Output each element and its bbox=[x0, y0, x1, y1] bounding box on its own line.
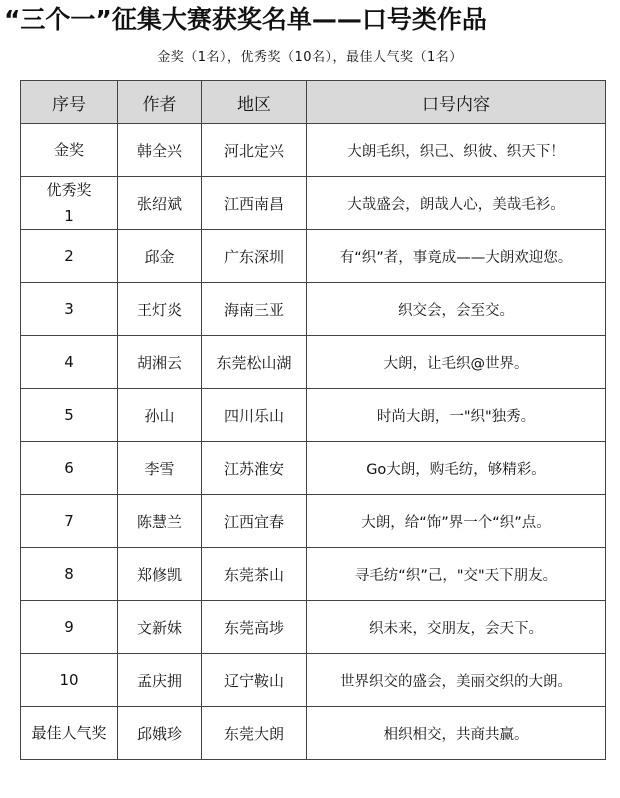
table-row bbox=[21, 124, 606, 177]
slogan-cell: 大朗，给“饰”界一个“织”点。 bbox=[307, 495, 606, 548]
slogan-cell: 有“织”者，事竟成——大朗欢迎您。 bbox=[307, 230, 606, 283]
header-author: 作者 bbox=[118, 81, 202, 124]
author-cell: 韩全兴 bbox=[118, 124, 202, 177]
table-row bbox=[21, 230, 606, 283]
table-row bbox=[21, 442, 606, 495]
author-cell: 郑修凯 bbox=[118, 548, 202, 601]
rank-number: 1 bbox=[64, 207, 74, 225]
author-cell: 王灯炎 bbox=[118, 283, 202, 336]
table-row bbox=[21, 654, 606, 707]
region-cell: 东莞高埗 bbox=[202, 601, 307, 654]
table-row bbox=[21, 601, 606, 654]
rank-cell bbox=[21, 601, 118, 654]
author-cell: 文新妹 bbox=[118, 601, 202, 654]
rank-cell bbox=[21, 336, 118, 389]
rank-label: 4 bbox=[64, 353, 74, 371]
author-cell: 孙山 bbox=[118, 389, 202, 442]
rank-cell bbox=[21, 654, 118, 707]
rank-label: 3 bbox=[64, 300, 74, 318]
rank-cell bbox=[21, 389, 118, 442]
slogan-cell: 寻毛纺“织”己，"交"天下朋友。 bbox=[307, 548, 606, 601]
region-cell: 江西宜春 bbox=[202, 495, 307, 548]
rank-cell bbox=[21, 548, 118, 601]
rank-label: 最佳人气奖 bbox=[31, 724, 107, 742]
region-cell: 辽宁鞍山 bbox=[202, 654, 307, 707]
header-slogan: 口号内容 bbox=[307, 81, 606, 124]
rank-cell bbox=[21, 230, 118, 283]
rank-label: 10 bbox=[59, 671, 79, 689]
region-cell: 江苏淮安 bbox=[202, 442, 307, 495]
page-title: “三个一”征集大赛获奖名单——口号类作品 bbox=[4, 5, 487, 34]
slogan-cell: 织未来，交朋友，会天下。 bbox=[307, 601, 606, 654]
rank-label: 9 bbox=[64, 618, 74, 636]
header-rank: 序号 bbox=[21, 81, 118, 124]
author-cell: 胡湘云 bbox=[118, 336, 202, 389]
rank-cell bbox=[21, 707, 118, 760]
region-cell: 四川乐山 bbox=[202, 389, 307, 442]
table-row bbox=[21, 548, 606, 601]
author-cell: 孟庆拥 bbox=[118, 654, 202, 707]
slogan-cell: 大朗毛织，织己、织彼、织天下！ bbox=[307, 124, 606, 177]
slogan-cell: 大哉盛会，朗哉人心，美哉毛衫。 bbox=[307, 177, 606, 230]
region-cell: 广东深圳 bbox=[202, 230, 307, 283]
rank-cell bbox=[21, 442, 118, 495]
rank-label: 优秀奖 bbox=[46, 181, 92, 199]
table-row bbox=[21, 336, 606, 389]
rank-cell bbox=[21, 283, 118, 336]
rank-label: 5 bbox=[64, 406, 74, 424]
slogan-cell: 时尚大朗，一"织"独秀。 bbox=[307, 389, 606, 442]
table-header-row bbox=[21, 81, 606, 124]
rank-cell bbox=[21, 177, 118, 230]
rank-cell bbox=[21, 495, 118, 548]
rank-label: 8 bbox=[64, 565, 74, 583]
region-cell: 海南三亚 bbox=[202, 283, 307, 336]
slogan-cell: 织交会，会至交。 bbox=[307, 283, 606, 336]
rank-label: 金奖 bbox=[53, 141, 84, 159]
winners-table bbox=[20, 80, 606, 760]
rank-cell bbox=[21, 124, 118, 177]
table-row bbox=[21, 389, 606, 442]
region-cell: 东莞茶山 bbox=[202, 548, 307, 601]
rank-label: 2 bbox=[64, 247, 74, 265]
table-row bbox=[21, 283, 606, 336]
author-cell: 李雪 bbox=[118, 442, 202, 495]
rank-label: 7 bbox=[64, 512, 74, 530]
header-region: 地区 bbox=[202, 81, 307, 124]
author-cell: 陈慧兰 bbox=[118, 495, 202, 548]
slogan-cell: 相织相交，共商共赢。 bbox=[307, 707, 606, 760]
region-cell: 东莞松山湖 bbox=[202, 336, 307, 389]
author-cell: 张绍斌 bbox=[118, 177, 202, 230]
rank-label: 6 bbox=[64, 459, 74, 477]
award-summary: 金奖（1名），优秀奖（10名），最佳人气奖（1名） bbox=[157, 50, 463, 65]
table-row bbox=[21, 177, 606, 230]
table-row bbox=[21, 707, 606, 760]
slogan-cell: 世界织交的盛会，美丽交织的大朗。 bbox=[307, 654, 606, 707]
slogan-cell: Go大朗，购毛纺，够精彩。 bbox=[307, 442, 606, 495]
author-cell: 邱娥珍 bbox=[118, 707, 202, 760]
author-cell: 邱金 bbox=[118, 230, 202, 283]
region-cell: 东莞大朗 bbox=[202, 707, 307, 760]
region-cell: 江西南昌 bbox=[202, 177, 307, 230]
table-row bbox=[21, 495, 606, 548]
region-cell: 河北定兴 bbox=[202, 124, 307, 177]
slogan-cell: 大朗，让毛织@世界。 bbox=[307, 336, 606, 389]
